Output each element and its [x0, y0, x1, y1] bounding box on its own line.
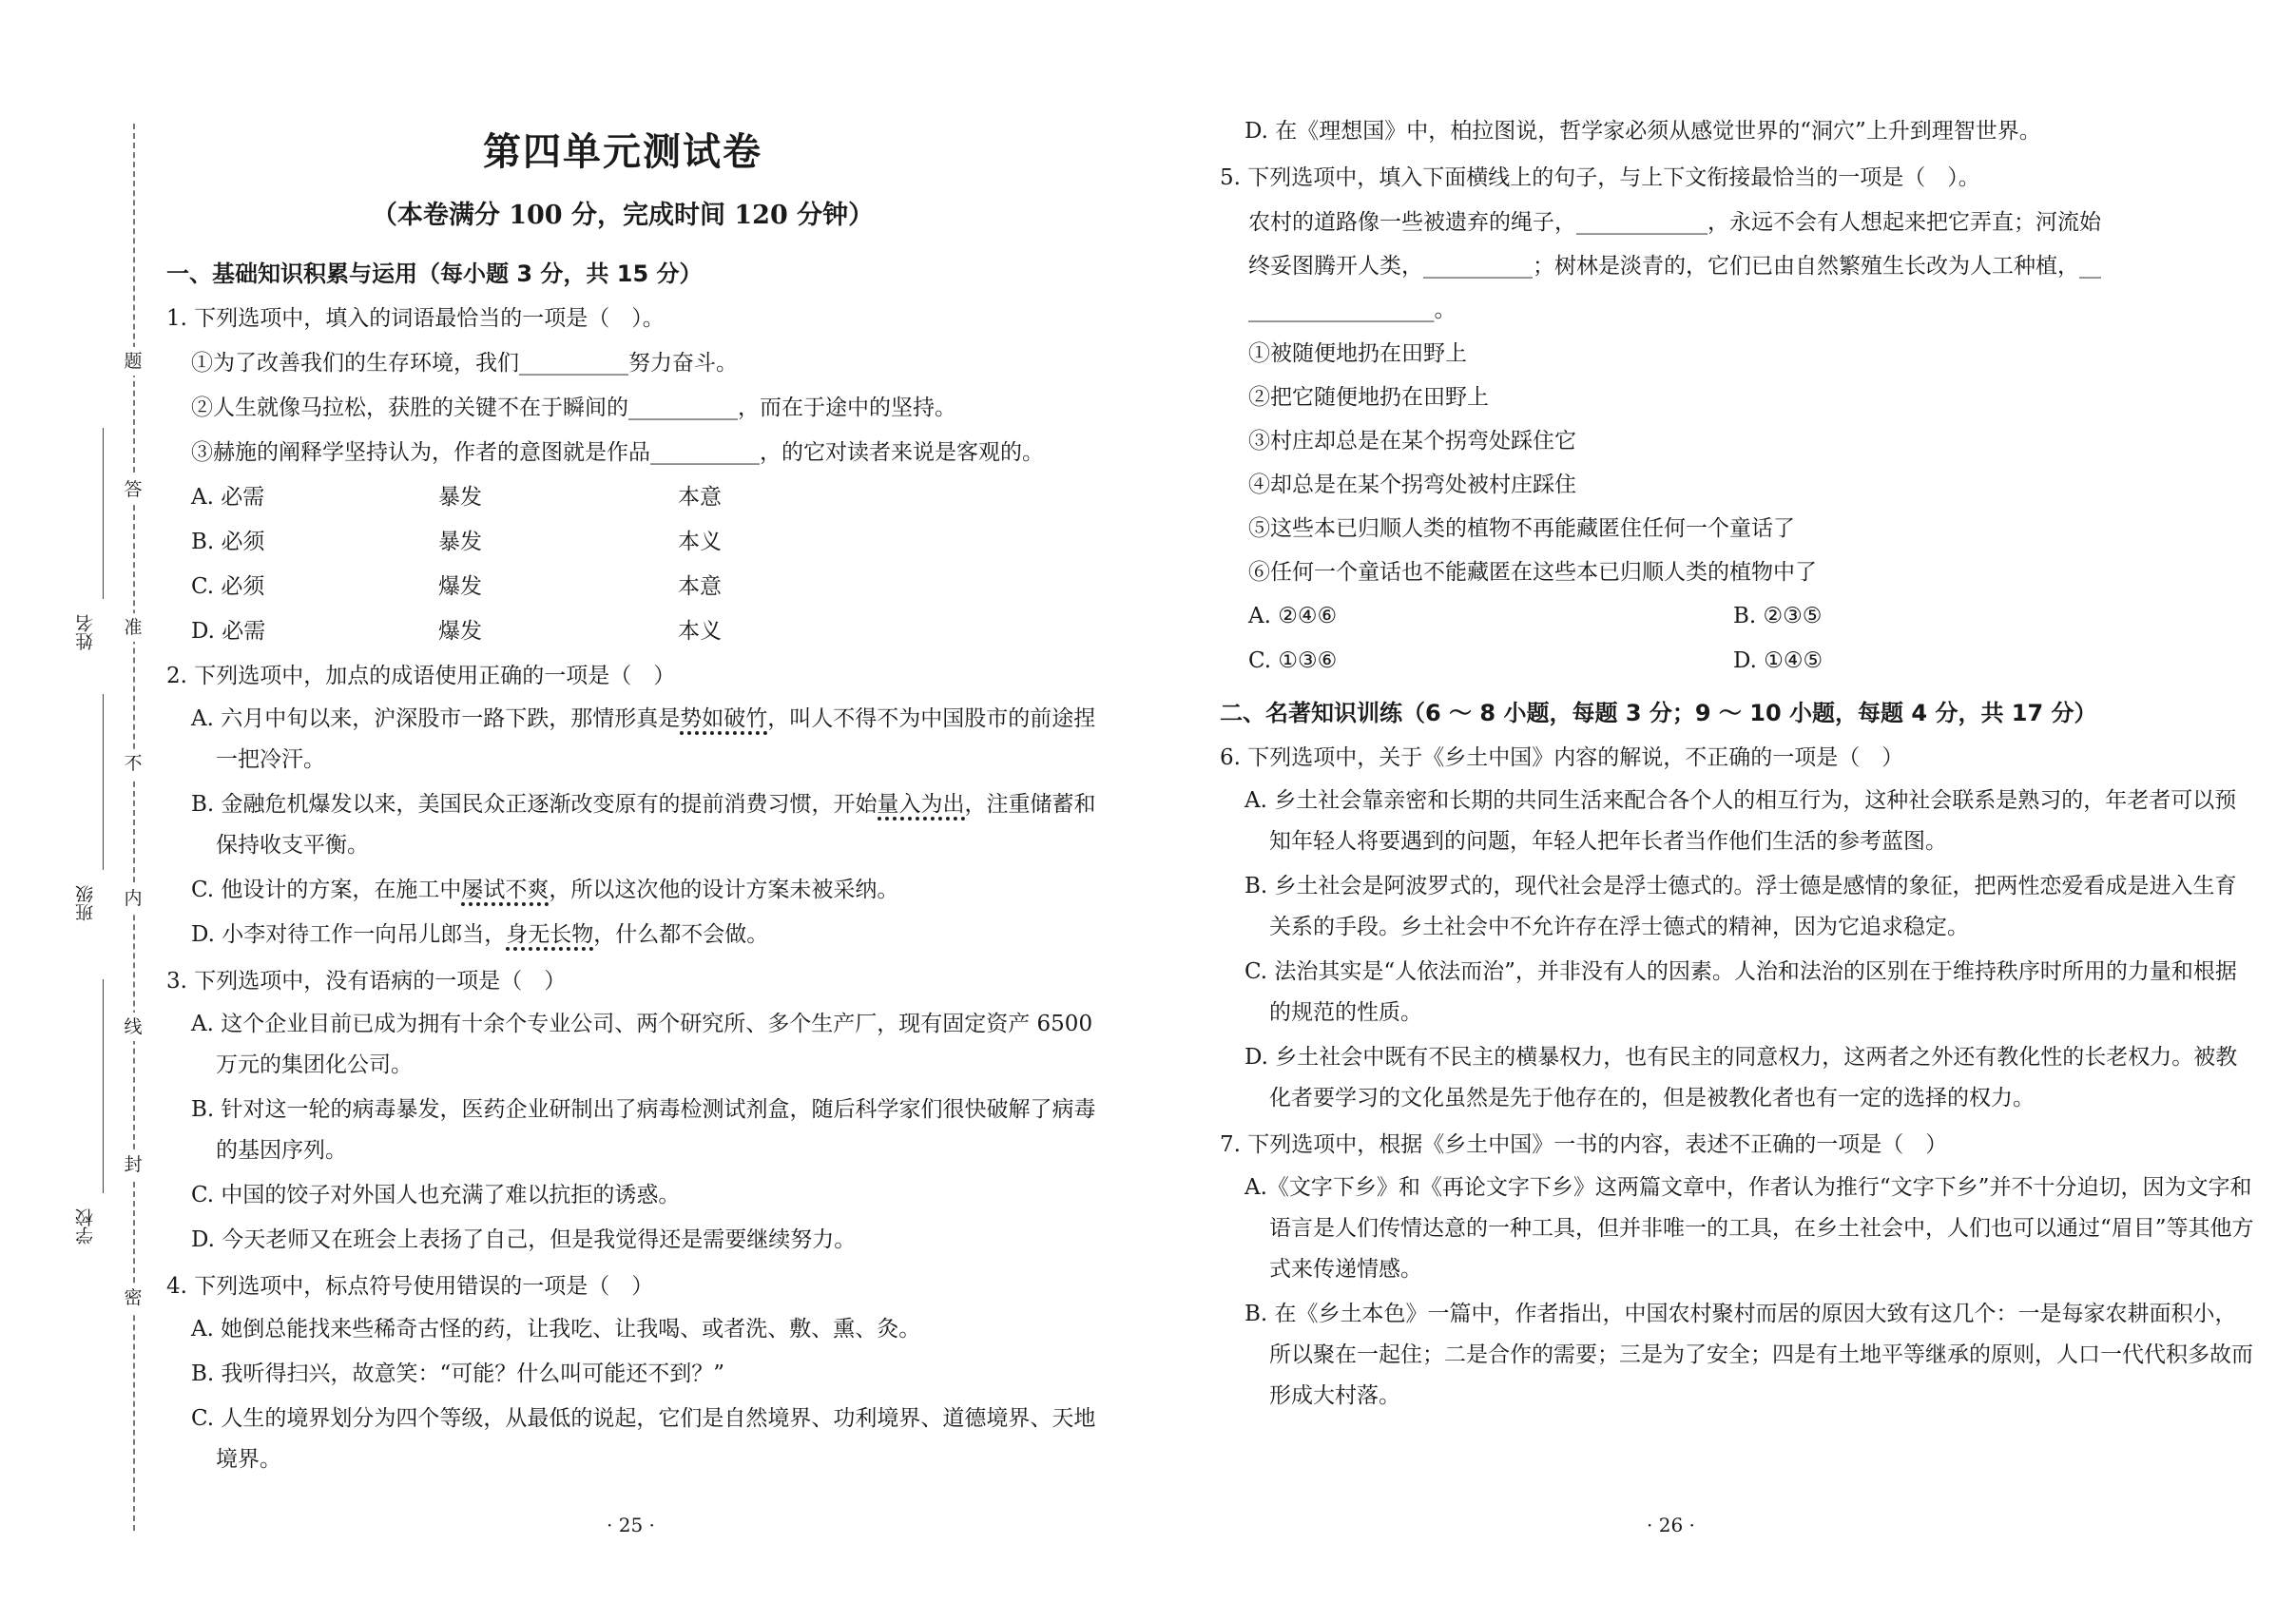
option-B[interactable]: B. 针对这一轮的病毒暴发，医药企业研制出了病毒检测试剂盒，随后科学家们很快破解了病毒的基因序列。 [191, 1097, 1096, 1163]
right-page [1220, 0, 2296, 1622]
option-D[interactable]: D. ①④⑤ [1733, 648, 1823, 673]
option-B[interactable]: B. 我听得扫兴，故意笑：“可能？什么叫可能还不到？” [191, 1361, 725, 1386]
question-line: ①为了改善我们的生存环境，我们__________努力奋斗。 [191, 351, 738, 376]
sentence-item: ②把它随便地扔在田野上 [1248, 385, 1489, 410]
question-stem: 7. 下列选项中，根据《乡土中国》一书的内容，表述不正确的一项是（ ） [1220, 1132, 1948, 1157]
page-number: · 25 · [607, 1514, 655, 1536]
section-heading: 一、基础知识积累与运用（每小题 3 分，共 15 分） [166, 261, 703, 287]
option-D[interactable]: D. 今天老师又在班会上表扬了自己，但是我觉得还是需要继续努力。 [191, 1227, 857, 1252]
question-stem: 5. 下列选项中，填入下面横线上的句子，与上下文衔接最恰当的一项是（ ）。 [1220, 165, 1980, 190]
option-cell: 本意 [678, 574, 722, 599]
option-D[interactable]: D. 乡土社会中既有不民主的横暴权力，也有民主的同意权力，这两者之外还有教化性的长老权力。被教化者要学习的文化虽然是先于他存在的，但是被教化者也有一定的选择的权力。 [1244, 1045, 2238, 1110]
option-cell: 暴发 [438, 485, 482, 510]
option-row[interactable] [166, 520, 1117, 565]
school-field-line[interactable] [103, 979, 104, 1193]
option-row[interactable] [1220, 639, 2256, 684]
option-text: A. 六月中旬以来，沪深股市一路下跌，那情形真是 [191, 706, 681, 731]
sentence-item: ⑥任何一个童话也不能藏匿在这些本已归顺人类的植物中了 [1248, 560, 1817, 585]
binding-dashed-line [133, 124, 135, 1531]
option-C[interactable]: C. 法治其实是“人依法而治”，并非没有人的因素。人治和法治的区别在于维持秩序时所用的力量和根据的规范的性质。 [1244, 959, 2237, 1025]
option-C[interactable]: C. 中国的饺子对外国人也充满了难以抗拒的诱惑。 [191, 1183, 681, 1207]
option-cell: 爆发 [438, 574, 482, 599]
option-text: ，所以这次他的设计方案未被采纳。 [549, 878, 899, 902]
option-text: ，叫人不得不为中国股市的前途捏一把冷汗。 [216, 706, 1096, 772]
option-B[interactable]: B. 乡土社会是阿波罗式的，现代社会是浮士德式的。浮士德是感情的象征，把两性恋爱看成是进入生育关系的手段。乡土社会中不允许存在浮士德式的精神，因为它追求稳定。 [1244, 874, 2237, 939]
option-A[interactable]: A. ②④⑥ [1248, 604, 1338, 628]
left-content [166, 252, 1117, 1484]
question-stem: 4. 下列选项中，标点符号使用错误的一项是（ ） [166, 1274, 654, 1299]
option-cell: 本义 [678, 619, 722, 644]
dotted-idiom: 屡试不爽 [461, 878, 549, 906]
seal-char: 密 [118, 1284, 148, 1312]
question-line: ②人生就像马拉松，获胜的关键不在于瞬间的__________，而在于途中的坚持。 [191, 396, 956, 420]
page-title: 第四单元测试卷 [483, 129, 762, 174]
option-text: ，什么都不会做。 [593, 922, 769, 947]
option-A[interactable] [166, 699, 1117, 781]
option-D[interactable] [166, 915, 1117, 956]
page-subtitle: （本卷满分 100 分，完成时间 120 分钟） [371, 201, 875, 230]
seal-char: 准 [118, 613, 148, 642]
option-row[interactable] [1220, 594, 2256, 639]
option-text: D. 小李对待工作一向吊儿郎当， [191, 922, 507, 947]
option-A[interactable]: A. 乡土社会靠亲密和长期的共同生活来配合各个人的相互行为，这种社会联系是熟习的，年老者可以预知年轻人将要遇到的问题，年轻人把年长者当作他们生活的参考蓝图。 [1244, 788, 2237, 854]
right-content [1220, 111, 2256, 1420]
option-text: C. 他设计的方案，在施工中 [191, 878, 462, 902]
option-text: B. 金融危机爆发以来，美国民众正逐渐改变原有的提前消费习惯，开始 [191, 792, 878, 817]
question-stem: 3. 下列选项中，没有语病的一项是（ ） [166, 969, 567, 994]
option-B[interactable] [166, 784, 1117, 866]
option-cell: D. 必需 [191, 619, 266, 644]
option-cell: 暴发 [438, 530, 482, 554]
option-B[interactable]: B. 在《乡土本色》一篇中，作者指出，中国农村聚村而居的原因大致有这几个：一是每家农耕面积小，所以聚在一起住；二是合作的需要；三是为了安全；四是有土地平等继承的原则，人口一代代积多故而形成大村落。 [1244, 1302, 2253, 1408]
seal-char: 封 [118, 1150, 148, 1179]
question-line: ③赫施的阐释学坚持认为，作者的意图就是作品__________，的它对读者来说是客观的。 [191, 440, 1044, 465]
option-cell: 本意 [678, 485, 722, 510]
class-field-line[interactable] [103, 694, 104, 870]
sentence-item: ③村庄却总是在某个拐弯处踩住它 [1248, 429, 1576, 454]
option-C[interactable] [166, 870, 1117, 911]
option-C[interactable]: C. 人生的境界划分为四个等级，从最低的说起，它们是自然境界、功利境界、道德境界、天地境界。 [191, 1406, 1096, 1472]
seal-char: 内 [118, 884, 148, 913]
option-D[interactable]: D. 在《理想国》中，柏拉图说，哲学家必须从感觉世界的“洞穴”上升到理智世界。 [1244, 119, 2041, 144]
name-field-line[interactable] [103, 428, 104, 599]
name-field-label: 姓名 [75, 614, 96, 650]
sentence-item: ①被随便地扔在田野上 [1248, 341, 1467, 366]
page-number: · 26 · [1647, 1514, 1695, 1536]
option-A[interactable]: A. 这个企业目前已成为拥有十余个专业公司、两个研究所、多个生产厂，现有固定资产 6500 万元的集团化公司。 [191, 1012, 1093, 1077]
passage-line: 农村的道路像一些被遗弃的绳子，____________，永远不会有人想起来把它弄直；河流始 [1248, 210, 2101, 235]
option-A[interactable]: A. 她倒总能找来些稀奇古怪的药，让我吃、让我喝、或者洗、敷、熏、灸。 [191, 1317, 921, 1342]
dotted-idiom: 身无长物 [506, 922, 593, 951]
passage-line: _________________。 [1248, 298, 1457, 322]
question-stem: 1. 下列选项中，填入的词语最恰当的一项是（ ）。 [166, 306, 665, 331]
dotted-idiom: 势如破竹 [680, 706, 767, 735]
question-stem: 6. 下列选项中，关于《乡土中国》内容的解说，不正确的一项是（ ） [1220, 745, 1904, 770]
option-row[interactable] [166, 609, 1117, 654]
option-text: ，注重储蓄和保持收支平衡。 [216, 792, 1096, 858]
option-row[interactable] [166, 565, 1117, 609]
option-cell: C. 必须 [191, 574, 265, 599]
question-stem: 2. 下列选项中，加点的成语使用正确的一项是（ ） [166, 664, 676, 688]
class-field-label: 班级 [75, 885, 96, 921]
option-row[interactable] [166, 475, 1117, 520]
seal-char: 不 [118, 749, 148, 778]
seal-char: 答 [118, 475, 148, 504]
option-cell: 本义 [678, 530, 722, 554]
section-heading: 二、名著知识训练（6 ～ 8 小题，每题 3 分；9 ～ 10 小题，每题 4 分，共 17 分） [1220, 700, 2097, 726]
option-cell: A. 必需 [191, 485, 265, 510]
sentence-item: ④却总是在某个拐弯处被村庄踩住 [1248, 473, 1576, 497]
seal-char: 题 [118, 347, 148, 376]
sentence-item: ⑤这些本已归顺人类的植物不再能藏匿住任何一个童话了 [1248, 516, 1795, 541]
passage-line: 终妥图腾开人类，__________；树林是淡青的，它们已由自然繁殖生长改为人工种植，__ [1248, 254, 2101, 279]
seal-char: 线 [118, 1013, 148, 1041]
option-cell: B. 必须 [191, 530, 265, 554]
dotted-idiom: 量入为出 [878, 792, 965, 821]
option-A[interactable]: A.《文字下乡》和《再论文字下乡》这两篇文章中，作者认为推行“文字下乡”并不十分迫切，因为文字和语言是人们传情达意的一种工具，但并非唯一的工具，在乡土社会中，人们也可以通过“眉目”等其他方式来传递情感。 [1244, 1175, 2254, 1282]
option-C[interactable]: C. ①③⑥ [1248, 648, 1338, 673]
option-B[interactable]: B. ②③⑤ [1733, 604, 1823, 628]
option-cell: 爆发 [438, 619, 482, 644]
school-field-label: 学校 [75, 1208, 96, 1245]
